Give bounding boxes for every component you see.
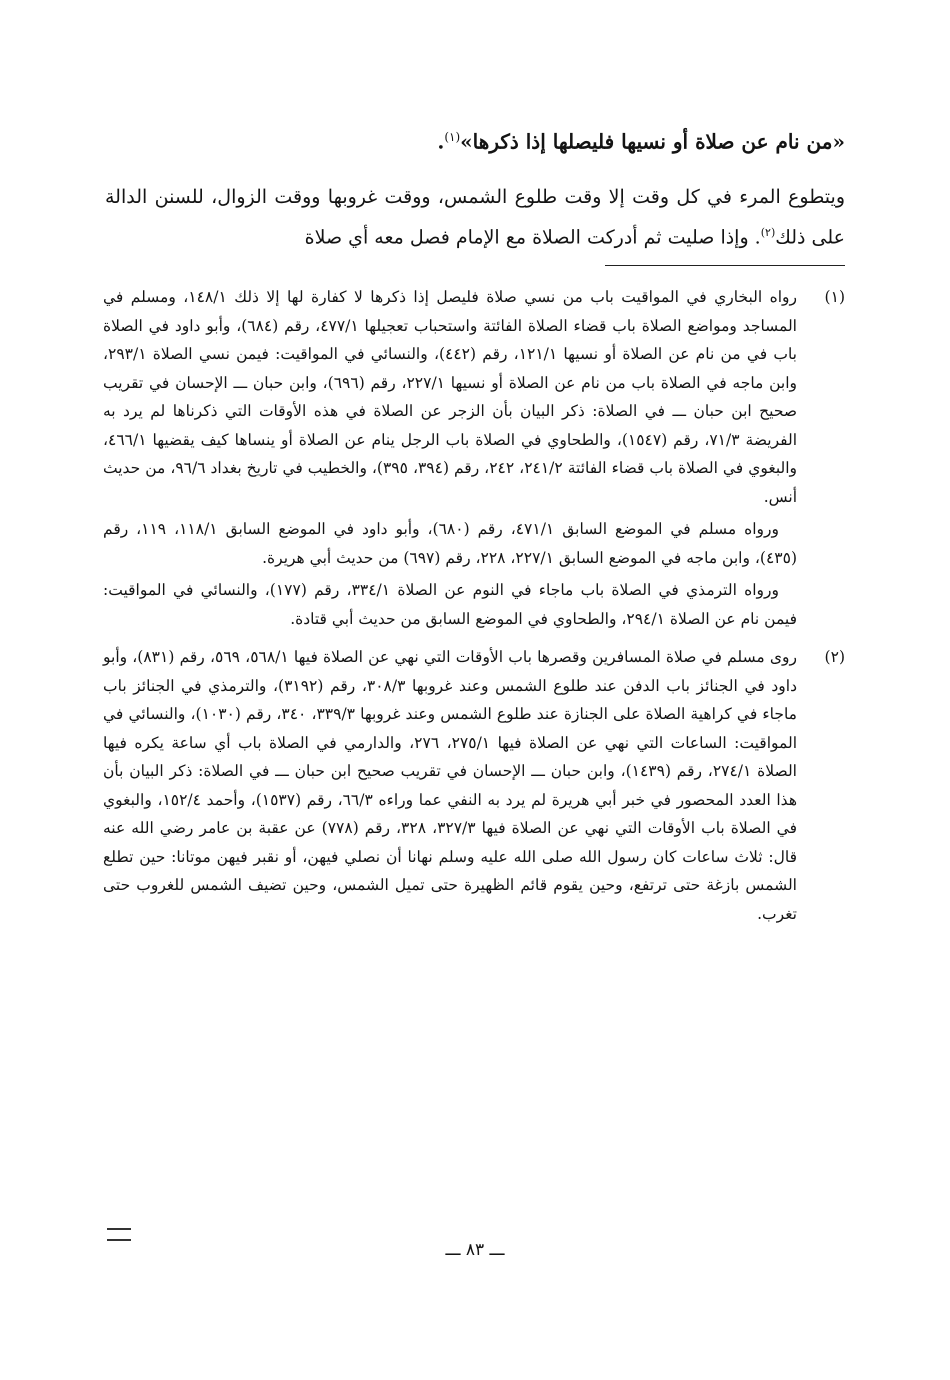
footnote-paragraph: ورواه مسلم في الموضع السابق ٤٧١/١، رقم (٦٨٠)، وأبو داود في الموضع السابق ١١٨/١، ١١٩، رقم (٤٣٥)، وابن ماجه في الموضع السابق ٢٢٧/١، ٢٢٨، رقم (٦٩٧) من حديث أبي هريرة.	[103, 520, 797, 567]
main-line-2a: للسنن الدالة على ذلك	[105, 186, 845, 249]
footnote-paragraph: ورواه الترمذي في الصلاة باب ماجاء في النوم عن الصلاة ٣٣٤/١، رقم (١٧٧)، والنسائي في المواقيت: فيمن نام عن الصلاة ٢٩٤/١، والطحاوي في الموضع السابق من حديث أبي قتادة.	[103, 581, 797, 628]
hadith-footnote-ref: (١)	[444, 130, 461, 144]
footnote-2	[103, 643, 845, 932]
footnote-paragraph: روى مسلم في صلاة المسافرين وقصرها باب الأوقات التي نهي عن الصلاة فيها ٥٦٨/١، ٥٦٩، رقم (٨٣١)، وأبو داود في الجنائز باب الدفن عند طلوع الشمس وعند غروبها ٣٠٨/٣، رقم (٣١٩٢)، والترمذي في الجنائز باب ماجاء في كراهية الصلاة على الجنازة عند طلوع الشمس وعند غروبها ٣٣٩/٣، ٣٤٠، رقم (١٠٣٠)، والنسائي في المواقيت: الساعات التي نهي عن الصلاة فيها ٢٧٥/١، ٢٧٦، والدارمي في الصلاة باب أي ساعة يكره فيها الصلاة ٢٧٤/١، رقم (١٤٣٩)، وابن حبان ـــ الإحسان في تقريب صحيح ابن حبان ـــ في الصلاة: ذكر البيان بأن هذا العدد المحصور في خبر أبي هريرة لم يرد به النفي عما وراءه ٦٦/٣، رقم (١٥٣٧)، وأحمد ١٥٢/٤، والبغوي في الصلاة باب الأوقات التي نهي عن الصلاة فيها ٣٢٧/٣، ٣٢٨، رقم (٧٧٨) عن عقبة بن عامر رضي الله عنه قال: ثلاث ساعات كان رسول الله صلى الله عليه وسلم نهانا أن نصلي فيهن، أو نقبر فيهن موتانا: حين تطلع الشمس بازغة حتى ترتفع، وحين يقوم قائم الظهيرة حتى تميل الشمس، وحين تضيف الشمس للغروب حتى تغرب.	[103, 648, 798, 923]
hadith-end: .	[437, 129, 445, 154]
main-paragraph	[105, 180, 845, 255]
footnotes	[103, 283, 845, 938]
main-footnote-ref: (٢)	[760, 226, 776, 239]
main-line-1: ويتطوع المرء في كل وقت إلا وقت طلوع الشمس، ووقت غروبها ووقت الزوال،	[211, 186, 845, 208]
hadith-text: «من نام عن صلاة أو نسيها فليصلها إذا ذكرها»	[460, 129, 845, 154]
footnote-separator	[605, 265, 845, 266]
footnote-number: (١)	[824, 288, 845, 306]
footnote-number: (٢)	[824, 648, 845, 666]
page-number: ـــ ٨٣ ـــ	[445, 1240, 505, 1260]
footnote-paragraph: رواه البخاري في المواقيت باب من نسي صلاة فليصل إذا ذكرها لا كفارة لها إلا ذلك ١٤٨/١، ومسلم في المساجد ومواضع الصلاة باب قضاء الصلاة الفائتة واستحباب تعجيلها ٤٧٧/١، رقم (٦٨٤)، وأبو داود في الصلاة باب في من نام عن الصلاة أو نسيها ١٢١/١، رقم (٤٤٢)، والنسائي في المواقيت: فيمن نسي الصلاة ٢٩٣/١، وابن ماجه في الصلاة باب من نام عن الصلاة أو نسيها ٢٢٧/١، رقم (٦٩٦)، وابن حبان ـــ الإحسان في تقريب صحيح ابن حبان ـــ في الصلاة: ذكر البيان بأن الزجر عن الصلاة في هذه الأوقات التي ذكرناها لم يرد به الفريضة ٧١/٣، رقم (١٥٤٧)، والطحاوي في الصلاة باب الرجل ينام عن الصلاة أو ينساها كيف يقضيها ٤٦٦/١، والبغوي في الصلاة باب قضاء الفائتة ٢٤١/٢، ٢٤٢، رقم (٣٩٤، ٣٩٥)، والخطيب في تاريخ بغداد ٩٦/٦، من حديث أنس.	[103, 288, 798, 506]
main-line-2b: . وإذا صليت ثم أدركت الصلاة مع الإمام فصل معه أي صلاة	[304, 226, 761, 249]
footnote-1	[103, 283, 845, 637]
hadith-line	[105, 117, 845, 162]
